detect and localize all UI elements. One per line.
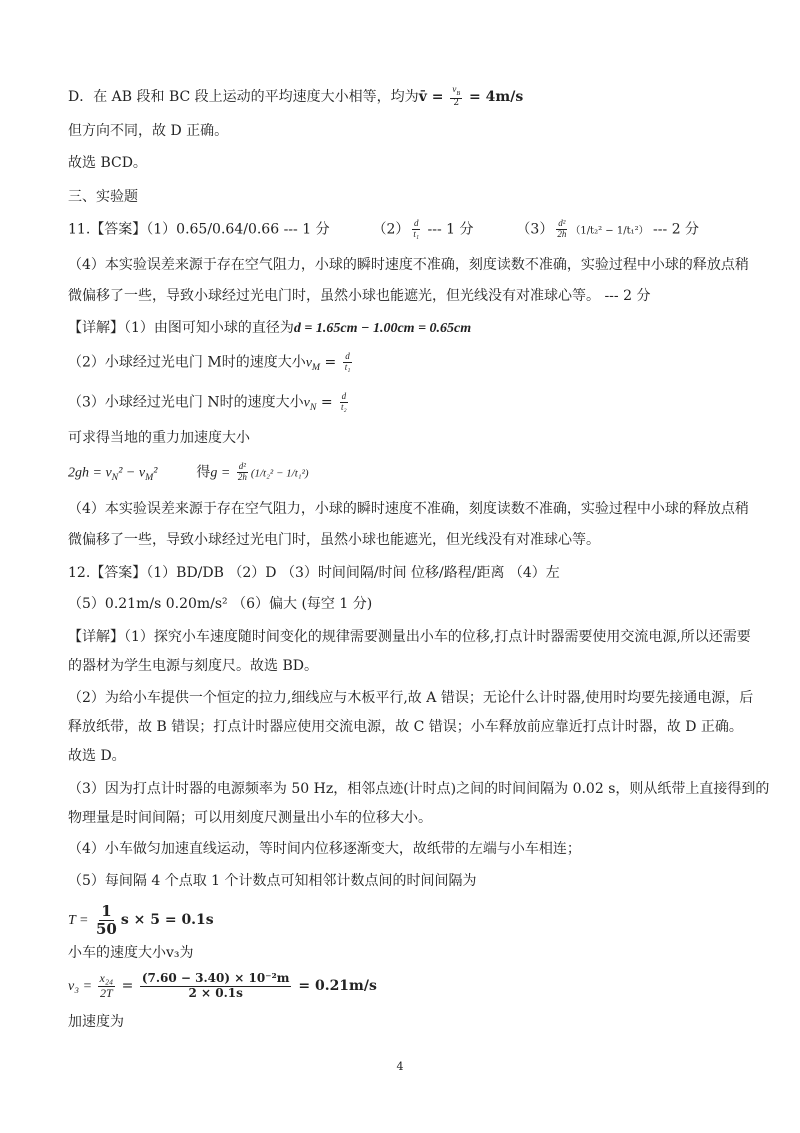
answer-12-line: 12.【答案】（1）BD/DB （2）D （3）时间间隔/时间 位移/路程/距离 （4）左 xyxy=(68,565,560,581)
detail-line: （3）小球经过光电门 N时的速度大小$v_N$ = $\frac{d}{\text{t₂}}$ xyxy=(68,391,347,414)
text-line: （4）小车做匀加速直线运动，等时间内位移逐渐变大，故纸带的左端与小车相连； xyxy=(68,841,581,857)
text-line: 可求得当地的重力加速度大小 xyxy=(68,430,250,446)
section-heading: 三、实验题 xyxy=(68,189,138,205)
text-line: 的器材为学生电源与刻度尺。故选 BD。 xyxy=(68,658,318,674)
text-line: （3）因为打点计时器的电源频率为 50 Hz，相邻点迹(计时点)之间的时间间隔为 0.02 s，则从纸带上直接得到的 xyxy=(68,781,770,797)
text-line: （4）本实验误差来源于存在空气阻力，小球的瞬时速度不准确，刻度读数不准确，实验过程中小球的释放点稍 xyxy=(68,501,749,517)
text-line: （2）为给小车提供一个恒定的拉力,细线应与木板平行,故 A 错误；无论什么计时器,使用时均要先接通电源，后 xyxy=(68,690,754,706)
detail-line: （2）小球经过光电门 M时的速度大小$v_M$ = $\frac{d}{\text{t₁}}$ xyxy=(68,351,351,374)
formula-line: v₃ = $\frac{\text{x₂₄}}{2T}$ = $\frac{\text{(7.60 − 3.40) × 10⁻²m}}{2 \times 0.1s}$ = 0.21m/s xyxy=(68,971,377,1000)
page-number: 4 xyxy=(396,1060,404,1073)
text-line: 小车的速度大小v₃为 xyxy=(68,945,194,961)
formula-line: T = $\frac{1}{50}$ s × 5 = 0.1s xyxy=(68,902,214,938)
text-line: 微偏移了一些，导致小球经过光电门时，虽然小球也能遮光，但光线没有对准球心等。 --- 2 分 xyxy=(68,288,651,304)
text-line: 故选 D。 xyxy=(68,748,126,764)
text-line: （4）本实验误差来源于存在空气阻力，小球的瞬时速度不准确，刻度读数不准确，实验过程中小球的释放点稍 xyxy=(68,257,749,273)
detail-line: 【详解】（1）由图可知小球的直径为d = 1.65cm − 1.00cm = 0.65cm xyxy=(68,320,472,336)
text-line: 释放纸带，故 B 错误；打点计时器应使用交流电源，故 C 错误；小车释放前应靠近打点计时器，故 D 正确。 xyxy=(68,719,743,735)
text-line: 【详解】（1）探究小车速度随时间变化的规律需要测量出小车的位移,打点计时器需要使用交流电源,所以还需要 xyxy=(68,629,751,645)
answer-12-line: （5）0.21m/s 0.20m/s² （6）偏大 (每空 1 分) xyxy=(68,596,373,612)
text-line: 加速度为 xyxy=(68,1014,124,1030)
text-line: 微偏移了一些，导致小球经过光电门时，虽然小球也能遮光，但光线没有对准球心等。 xyxy=(68,532,600,548)
text-line: 物理量是时间间隔；可以用刻度尺测量出小车的位移大小。 xyxy=(68,810,432,826)
option-d-line: D．在 AB 段和 BC 段上运动的平均速度大小相等，均为v̄ = $\frac{v_B}{2}$ = 4m/s xyxy=(68,84,524,108)
text-line: 但方向不同，故 D 正确。 xyxy=(68,123,229,139)
text-line: 故选 BCD。 xyxy=(68,155,147,171)
answer-11-line: 11.【答案】（1）0.65/0.64/0.66 --- 1 分 （2） $\frac{d}{\text{t₁}}$ --- 1 分 （3） $\frac{\text{d²}}{2h}$ （1/t₂² − 1/t₁²） --- 2 分 xyxy=(68,218,700,239)
formula-line: $2gh = v_N^2 - v_M^2$ 得g = $\frac{\text{d²}}{2h}$ (1/t₂² − 1/t₁²) xyxy=(68,461,309,484)
text-line: （5）每间隔 4 个点取 1 个计数点可知相邻计数点间的时间间隔为 xyxy=(68,873,477,889)
